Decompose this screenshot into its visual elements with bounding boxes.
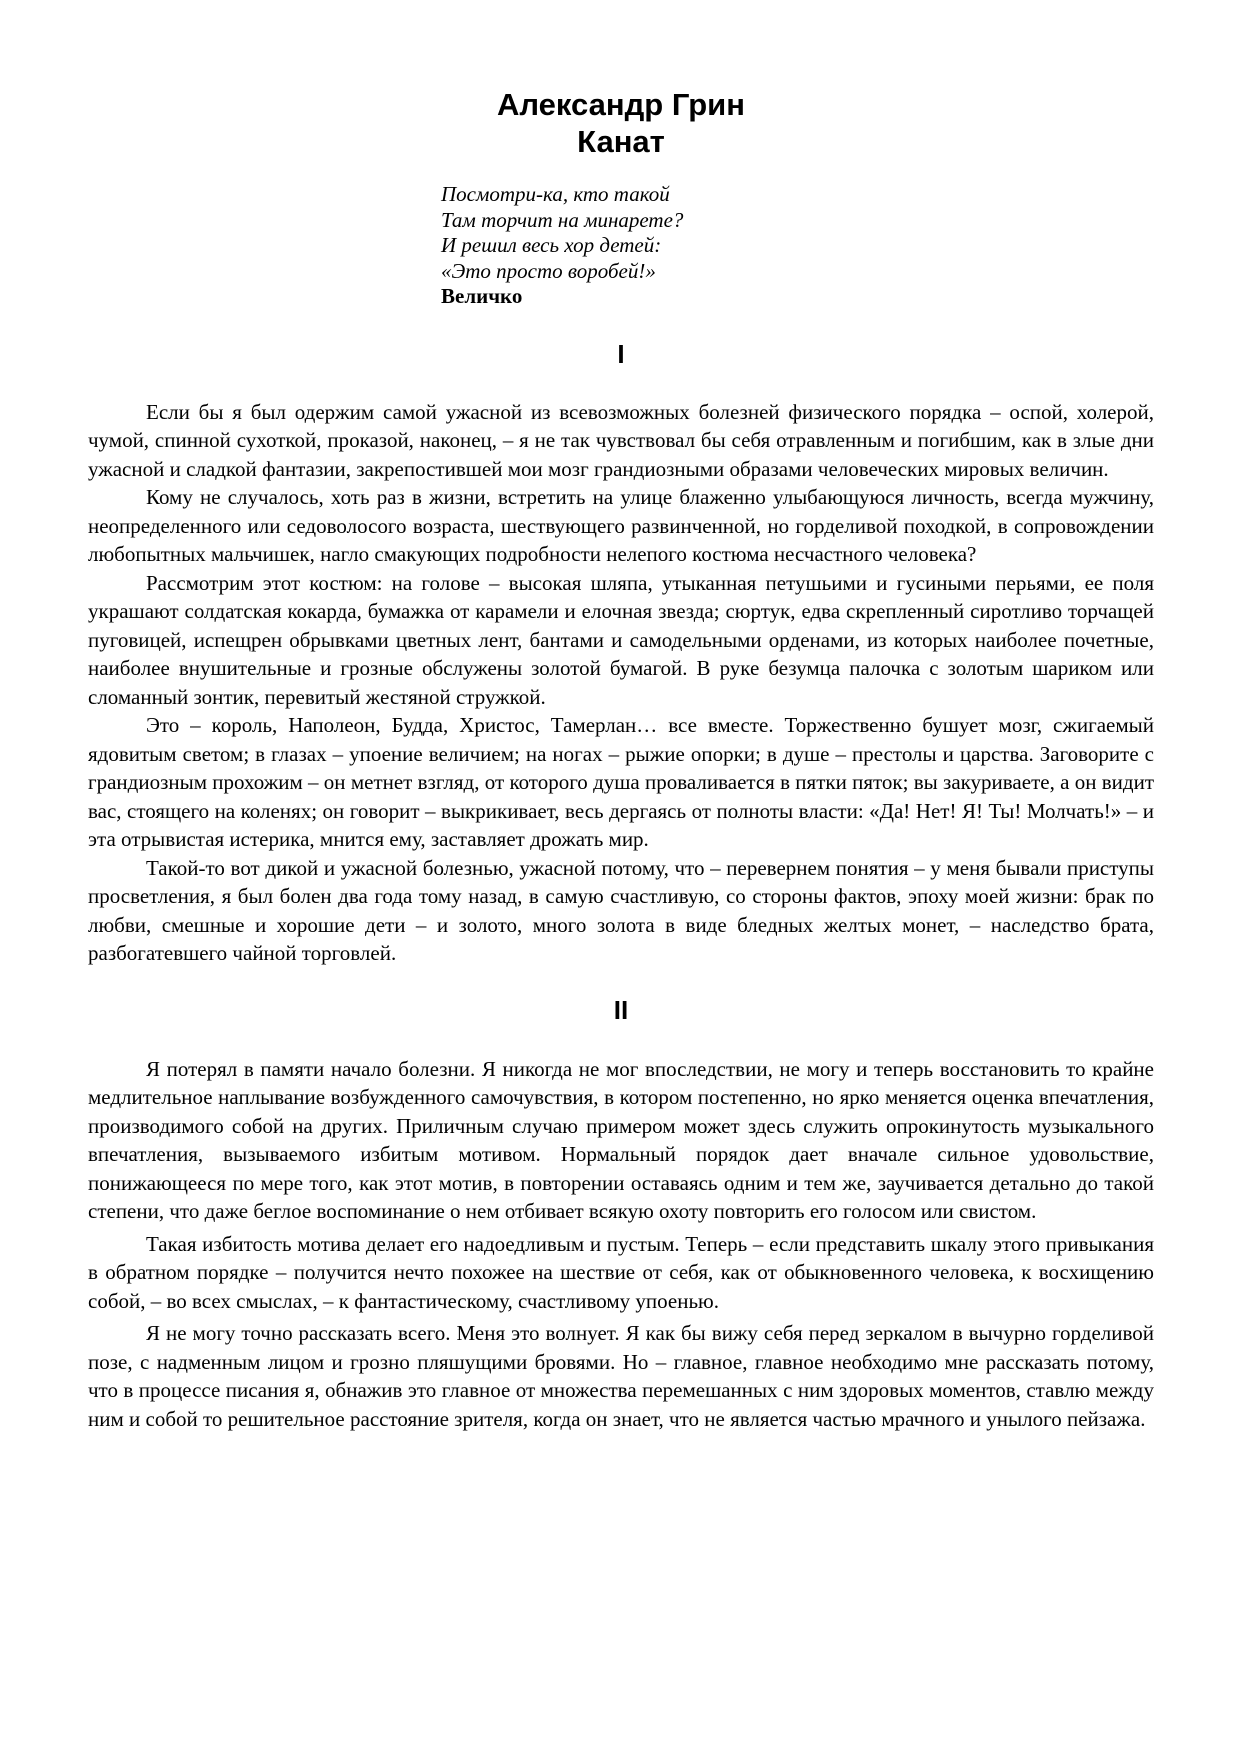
chapter-1-body [88,398,1154,968]
paragraph: Рассмотрим этот костюм: на голове – высокая шляпа, утыканная петушьими и гусиными перьями, ее поля украшают солдатская кокарда, бумажка от карамели и елочная звезда; сюртук, едва скрепленный сиротливо торчащей пуговицей, испещрен обрывками цветных лент, бантами и самодельными орденами, из которых наиболее почетные, наиболее внушительные и грозные обслужены золотой бумагой. В руке безумца палочка с золотым шариком или сломанный зонтик, перевитый жестяной стружкой. [88,570,1154,709]
epigraph-line: Там торчит на минарете? [441,207,684,232]
chapter-heading-1: I [617,338,625,369]
paragraph: Такая избитость мотива делает его надоедливым и пустым. Теперь – если представить шкалу этого привыкания в обратном порядке – получится нечто похожее на шествие от себя, как от обыкновенного человека, к восхищению собой, – во всех смыслах, – к фантастическому, счастливому упоенью. [88,1231,1154,1313]
epigraph [441,182,1154,310]
chapter-2-body [88,1055,1154,1434]
paragraph: Кому не случалось, хоть раз в жизни, встретить на улице блаженно улыбающуюся личность, всегда мужчину, неопределенного или седоволосого возраста, шествующего развинченной, но горделивой походкой, в сопровождении любопытных мальчишек, нагло смакующих подробности нелепого костюма несчастного человека? [88,485,1154,566]
chapter-heading-2: II [613,994,629,1025]
paragraph: Такой-то вот дикой и ужасной болезнью, ужасной потому, что – перевернем понятия – у меня бывали приступы просветления, я был болен два года тому назад, в самую счастливую, со стороны фактов, эпоху моей жизни: брак по любви, смешные и хорошие дети – и золото, много золота в виде бледных желтых монет, – наследство брата, разбогатевшего чайной торговлей. [88,855,1154,965]
epigraph-author: Величко [441,284,523,308]
story-title: Канат [577,124,665,159]
paragraph: Я не могу точно рассказать всего. Меня это волнует. Я как бы вижу себя перед зеркалом в вычурно горделивой позе, с надменным лицом и грозно пляшущими бровями. Но – главное, главное необходимо мне рассказать потому, что в процессе писания я, обнажив это главное от множества перемешанных с ним здоровых моментов, ставлю между ним и собой то решительное расстояние зрителя, когда он знает, что не является частью мрачного и унылого пейзажа. [88,1321,1154,1431]
paragraph: Это – король, Наполеон, Будда, Христос, Тамерлан… все вместе. Торжественно бушует мозг, сжигаемый ядовитым светом; в глазах – упоение величием; на ногах – рыжие опорки; в душе – престолы и царства. Заговорите с грандиозным прохожим – он метнет взгляд, от которого душа проваливается в пятки пяток; вы закуриваете, а он видит вас, стоящего на коленях; он говорит – выкрикивает, весь дергаясь от полноты власти: «Да! Нет! Я! Ты! Молчать!» – и эта отрывистая истерика, мнится ему, заставляет дрожать мир. [88,713,1154,851]
author-name: Александр Грин [497,87,745,122]
epigraph-line: Посмотри-ка, кто такой [441,182,670,206]
document-page [88,86,1154,1437]
paragraph: Я потерял в памяти начало болезни. Я никогда не мог впоследствии, не могу и теперь восстановить то крайне медлительное наплывание возбужденного самочувствия, в котором постепенно, но ярко меняется оценка впечатления, производимого собой на других. Приличным случаю примером может здесь служить опрокинутость музыкального впечатления, вызываемого избитым мотивом. Нормальный порядок дает вначале сильное удовольствие, понижающееся по мере того, как этот мотив, в повторении оставаясь одним и тем же, заучивается детально до такой степени, что даже беглое воспоминание о нем отбивает всякую охоту повторить его голосом или свистом. [88,1056,1154,1223]
paragraph: Если бы я был одержим самой ужасной из всевозможных болезней физического порядка – оспой, холерой, чумой, спинной сухоткой, проказой, наконец, – я не так чувствовал бы себя отравленным и погибшим, как в злые дни ужасной и сладкой фантазии, закрепостившей мои мозг грандиозными образами человеческих мировых величин. [88,399,1154,481]
epigraph-line: «Это просто воробей!» [441,258,656,283]
epigraph-line: И решил весь хор детей: [441,233,662,257]
